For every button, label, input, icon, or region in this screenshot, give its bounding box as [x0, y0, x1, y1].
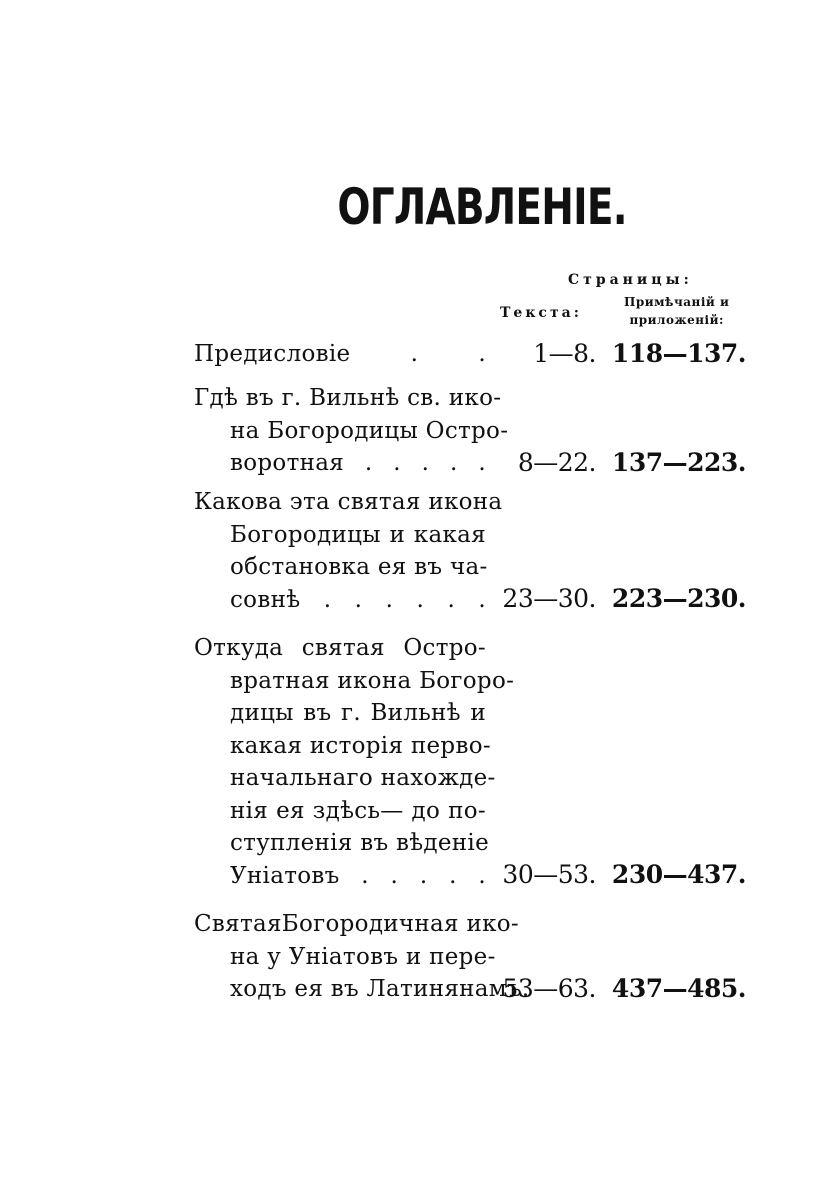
toc-entry-line: на Богородицы Остро-: [230, 417, 509, 444]
toc-entry-line: воротная . . . . .: [230, 450, 486, 476]
toc-entry-line: Гдѣ въ г. Вильнѣ св. ико-: [194, 385, 502, 411]
toc-entry-line: ступленія въ вѣденіе: [230, 830, 489, 856]
notes-header-line2: приложеній:: [629, 313, 724, 327]
toc-notes-pages: 230—437.: [611, 860, 746, 889]
toc-notes-pages: 223—230.: [611, 584, 746, 613]
toc-entry-line: ходъ ея въ Латинянамъ.: [230, 976, 530, 1002]
toc-entry-line: на у Уніатовъ и пере-: [230, 943, 496, 970]
toc-entry-line: обстановка ея въ ча-: [230, 554, 488, 580]
toc-entry-line: дицы въ г. Вильнѣ и: [230, 700, 486, 726]
toc-entry-title: [194, 338, 486, 371]
toc-entry-line: нія ея здѣсь— до по-: [230, 797, 486, 824]
page-title: ОГЛАВЛЕНІЕ.: [337, 178, 627, 236]
toc-entry-line: СвятаяБогородичная ико-: [194, 911, 520, 937]
toc-notes-pages: 137—223.: [611, 448, 746, 477]
toc-entry-line: совнѣ . . . . . .: [230, 586, 486, 613]
toc-entry-line: какая исторія перво-: [230, 732, 491, 759]
toc-entry-title: [194, 632, 515, 892]
toc-entry-title: [194, 382, 509, 480]
toc-entry-title: [194, 486, 503, 616]
toc-entry-line: Откуда святая Остро-: [194, 635, 486, 661]
toc-entry-line: Предисловіе . .: [194, 341, 486, 367]
toc-notes-pages: 118—137.: [611, 339, 746, 368]
toc-text-pages: 23—30.: [502, 584, 596, 613]
toc-entry-line: начальнаго нахожде-: [230, 765, 496, 791]
toc-entry-line: Уніатовъ . . . . .: [230, 862, 486, 889]
toc-text-pages: 1—8.: [533, 339, 596, 368]
toc-entry-title: [194, 908, 530, 1006]
toc-entry-line: Богородицы и какая: [230, 521, 486, 548]
toc-entry-line: вратная икона Богоро-: [230, 667, 515, 694]
text-column-header: Текста:: [500, 305, 582, 321]
notes-column-header: [624, 293, 729, 329]
toc-notes-pages: 437—485.: [611, 974, 746, 1003]
toc-text-pages: 30—53.: [502, 860, 596, 889]
toc-text-pages: 53—63.: [502, 974, 596, 1003]
notes-header-line1: Примѣчаній и: [624, 295, 730, 309]
toc-text-pages: 8—22.: [517, 448, 596, 477]
toc-entry-line: Какова эта святая икона: [194, 489, 503, 515]
pages-column-header: Страницы:: [568, 272, 693, 288]
